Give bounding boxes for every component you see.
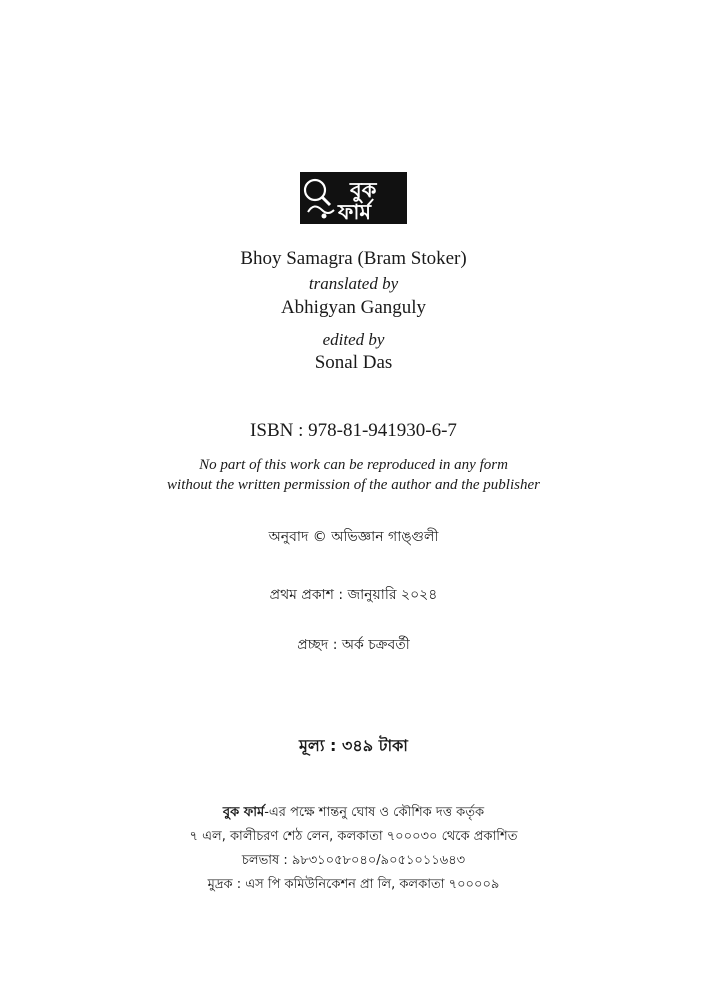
edited-by-label: edited by <box>322 330 385 349</box>
translated-by-label: translated by <box>308 274 399 293</box>
isbn: ISBN : 978-81-941930-6-7 <box>250 420 457 441</box>
translation-credit: অনুবাদ © অভিজ্ঞান গাঙ্গুলী <box>268 529 439 545</box>
publisher-address: ৭ এল, কালীচরণ শেঠ লেন, কলকাতা ৭০০০৩০ থেকে প্রকাশিত <box>189 829 518 844</box>
copyright-notice-line2: without the written permission of the author and the publisher <box>167 477 540 493</box>
publisher-phone: চলভাষ : ৯৮৩১০৫৮০৪০/৯০৫১০১১৬৪৩ <box>241 853 466 868</box>
translator-name: Abhigyan Ganguly <box>280 297 427 318</box>
publisher-name: বুক ফার্ম <box>222 805 265 820</box>
copyright-notice-line1: No part of this work can be reproduced in any form <box>199 457 508 473</box>
publisher-line1-rest: -এর পক্ষে শান্তনু ঘোষ ও কৌশিক দত্ত কর্তৃক <box>264 805 485 820</box>
first-edition: প্রথম প্রকাশ : জানুয়ারি ২০২৪ <box>269 587 438 603</box>
editor-name: Sonal Das <box>314 352 393 373</box>
copyright-notice <box>0 455 707 495</box>
logo-text-line2: ফার্ম <box>338 200 372 224</box>
logo-text-line1: বুক <box>350 178 377 202</box>
printer-info: মুদ্রক : এস পি কমিউনিকেশন প্রা লি, কলকাতা ৭০০০০৯ <box>207 877 500 892</box>
book-title: Bhoy Samagra (Bram Stoker) <box>240 248 467 269</box>
publisher-logo <box>300 172 407 224</box>
cover-credit: প্রচ্ছদ : অর্ক চক্রবর্তী <box>297 637 410 653</box>
publisher-line1 <box>0 801 707 825</box>
publisher-info <box>0 801 707 897</box>
price: মূল্য : ৩৪৯ টাকা <box>299 736 408 755</box>
